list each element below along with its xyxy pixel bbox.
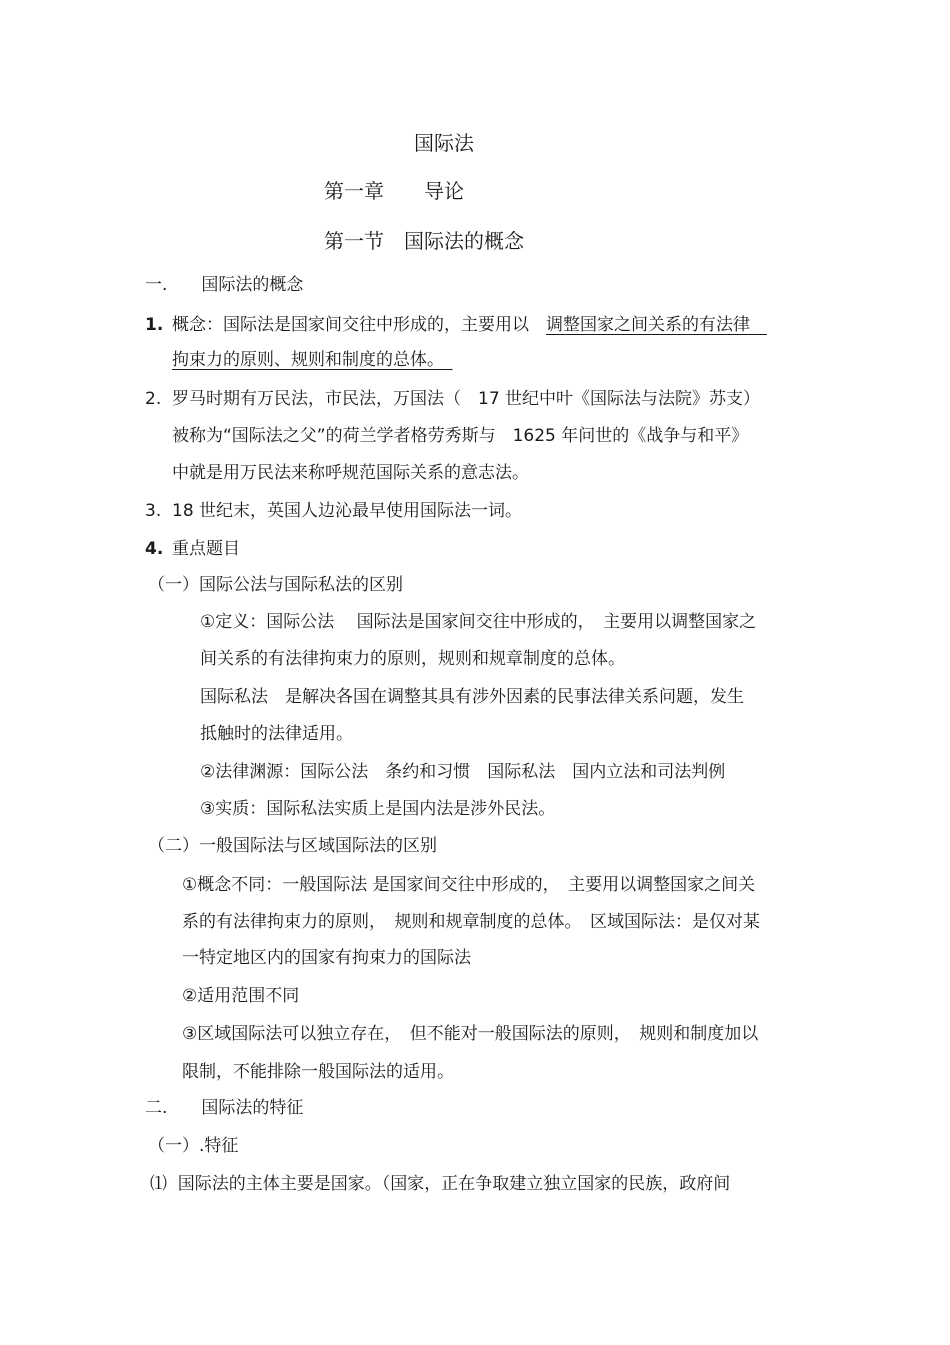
- sub1-line3: 国际私法 是解决各国在调整其具有涉外因素的民事法律关系问题，发生: [200, 687, 744, 707]
- item4-line1: 重点题目: [172, 539, 240, 559]
- item2-line2: 被称为“国际法之父”的荷兰学者格劳秀斯与 1625 年问世的《战争与和平》: [172, 426, 749, 446]
- item1-line2: 拘束力的原则、规则和制度的总体。: [172, 350, 453, 370]
- item4-number: 4.: [145, 539, 164, 559]
- section-heading: 第一节 国际法的概念: [324, 229, 524, 253]
- part2-heading: 二. 国际法的特征: [145, 1098, 304, 1118]
- item1-number: 1.: [145, 315, 164, 335]
- item1-line1-plain: 概念：国际法是国家间交往中形成的，主要用以: [172, 315, 546, 335]
- document-title: 国际法: [414, 131, 474, 155]
- item3-line1: 18 世纪末，英国人边沁最早使用国际法一词。: [172, 501, 523, 521]
- sub2-heading: （二）一般国际法与区域国际法的区别: [148, 836, 437, 856]
- part2-item1: ⑴ 国际法的主体主要是国家。（国家，正在争取建立独立国家的民族，政府间: [150, 1174, 731, 1194]
- sub1-line2: 间关系的有法律拘束力的原则，规则和规章制度的总体。: [200, 649, 625, 669]
- sub2-line3: 一特定地区内的国家有拘束力的国际法: [182, 948, 471, 968]
- sub1-heading: （一）国际公法与国际私法的区别: [148, 575, 403, 595]
- part2-sub1-heading: （一）.特征: [148, 1136, 239, 1156]
- part1-heading: 一. 国际法的概念: [145, 275, 304, 295]
- sub1-line6: ③实质：国际私法实质上是国内法是涉外民法。: [200, 799, 556, 819]
- item1-line1-underlined: 调整国家之间关系的有法律: [546, 315, 767, 335]
- sub2-line4: ②适用范围不同: [182, 986, 300, 1006]
- item2-line1: 罗马时期有万民法，市民法，万国法（ 17 世纪中叶《国际法与法院》苏支）: [172, 389, 761, 409]
- item1-line1: [172, 314, 767, 336]
- item2-number: 2.: [145, 389, 162, 409]
- sub2-line6: 限制，不能排除一般国际法的适用。: [182, 1062, 454, 1082]
- item2-line3: 中就是用万民法来称呼规范国际关系的意志法。: [172, 463, 529, 483]
- sub1-line5: ②法律渊源：国际公法 条约和习惯 国际私法 国内立法和司法判例: [200, 762, 726, 782]
- sub1-line4: 抵触时的法律适用。: [200, 724, 353, 744]
- sub1-line1: ①定义：国际公法 国际法是国家间交往中形成的， 主要用以调整国家之: [200, 612, 757, 632]
- sub2-line1: ①概念不同：一般国际法 是国家间交往中形成的， 主要用以调整国家之间关: [182, 875, 756, 895]
- sub2-line5: ③区域国际法可以独立存在， 但不能对一般国际法的原则， 规则和制度加以: [182, 1024, 759, 1044]
- sub2-line2: 系的有法律拘束力的原则， 规则和规章制度的总体。 区域国际法：是仅对某: [182, 912, 760, 932]
- chapter-heading: 第一章 导论: [324, 179, 464, 203]
- item3-number: 3.: [145, 501, 162, 521]
